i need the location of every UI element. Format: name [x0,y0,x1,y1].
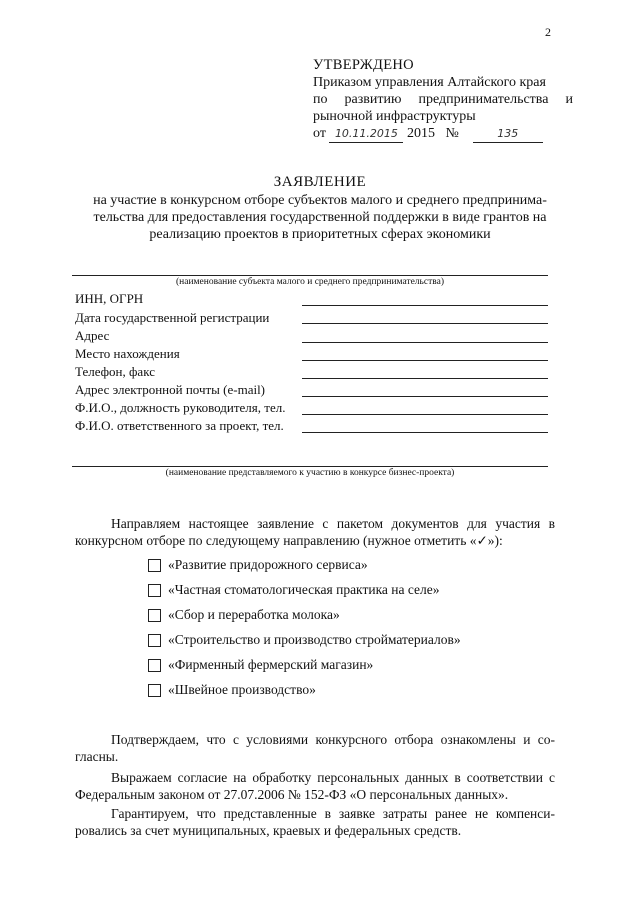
date-prefix: от [313,126,326,141]
statement-subtitle-line-2: тельства для предоставления государственной поддержки в виде грантов на [93,210,547,225]
approval-line-3: рыночной инфраструктуры [313,109,476,124]
option-label: «Швейное производство» [168,682,316,697]
option-sewing[interactable] [148,682,316,698]
statement-title: ЗАЯВЛЕНИЕ [273,174,367,190]
checkbox[interactable] [148,634,161,647]
field-line-director [302,414,548,415]
statement-heading [60,174,580,243]
project-name-line [72,466,548,467]
consent-paragraph: Выражаем согласие на обработку персональных данных в соответствии с Федеральным законом от 27.07.2006 № 152-ФЗ «О персональных данных». [75,770,555,802]
option-dental-practice[interactable] [148,582,440,598]
intro-paragraph: Направляем настоящее заявление с пакетом документов для участия в конкурсном отборе по следующему направлению (нужное отметить «✓»): [75,516,555,548]
approval-title: УТВЕРЖДЕНО [313,57,414,73]
statement-subtitle-line-1: на участие в конкурсном отборе субъектов малого и среднего предпринима- [93,193,547,208]
field-line-inn [302,305,548,306]
field-label-inn: ИНН, ОГРН [75,291,144,306]
field-label-address: Адрес [75,328,110,343]
checkbox[interactable] [148,609,161,622]
option-label: «Строительство и производство стройматериалов» [168,632,461,647]
page-number: 2 [545,25,551,39]
field-line-reg-date [302,323,548,324]
option-label: «Частная стоматологическая практика на селе» [168,582,440,597]
order-date-line [313,125,573,143]
order-year: 2015 [406,126,435,141]
subject-name-line [72,275,548,276]
option-roadside-service[interactable] [148,557,368,573]
guarantee-paragraph: Гарантируем, что представленные в заявке затраты ранее не компенси-ровались за счет муниципальных, краевых и федеральных средств. [75,806,555,838]
approval-line-2: по развитию предпринимательства и [313,92,573,107]
field-label-responsible: Ф.И.О. ответственного за проект, тел. [75,418,284,433]
field-line-phone [302,378,548,379]
field-line-email [302,396,548,397]
option-milk-processing[interactable] [148,607,340,623]
handwritten-date: 10.11.2015 [329,125,403,143]
approval-block [313,57,573,143]
project-name-caption: (наименование представляемого к участию в конкурсе бизнес-проекта) [165,468,455,478]
field-label-director: Ф.И.О., должность руководителя, тел. [75,400,286,415]
subject-name-caption: (наименование субъекта малого и среднего предпринимательства) [175,277,444,287]
confirm-paragraph: Подтверждаем, что с условиями конкурсного отбора ознакомлены и со-гласны. [75,732,555,764]
field-line-responsible [302,432,548,433]
field-label-location: Место нахождения [75,346,180,361]
option-label: «Фирменный фермерский магазин» [168,657,374,672]
number-sign: № [445,126,459,141]
option-label: «Развитие придорожного сервиса» [168,557,368,572]
field-label-email: Адрес электронной почты (e-mail) [75,382,266,397]
statement-subtitle-line-3: реализацию проектов в приоритетных сферах экономики [149,227,491,242]
option-construction[interactable] [148,632,461,648]
handwritten-number: 135 [473,125,543,143]
checkbox[interactable] [148,584,161,597]
option-farm-shop[interactable] [148,657,373,673]
field-line-location [302,360,548,361]
checkbox[interactable] [148,559,161,572]
approval-line-1: Приказом управления Алтайского края [313,75,546,90]
checkbox[interactable] [148,684,161,697]
field-label-reg-date: Дата государственной регистрации [75,310,270,325]
checkbox[interactable] [148,659,161,672]
field-line-address [302,342,548,343]
option-label: «Сбор и переработка молока» [168,607,340,622]
field-label-phone: Телефон, факс [75,364,155,379]
